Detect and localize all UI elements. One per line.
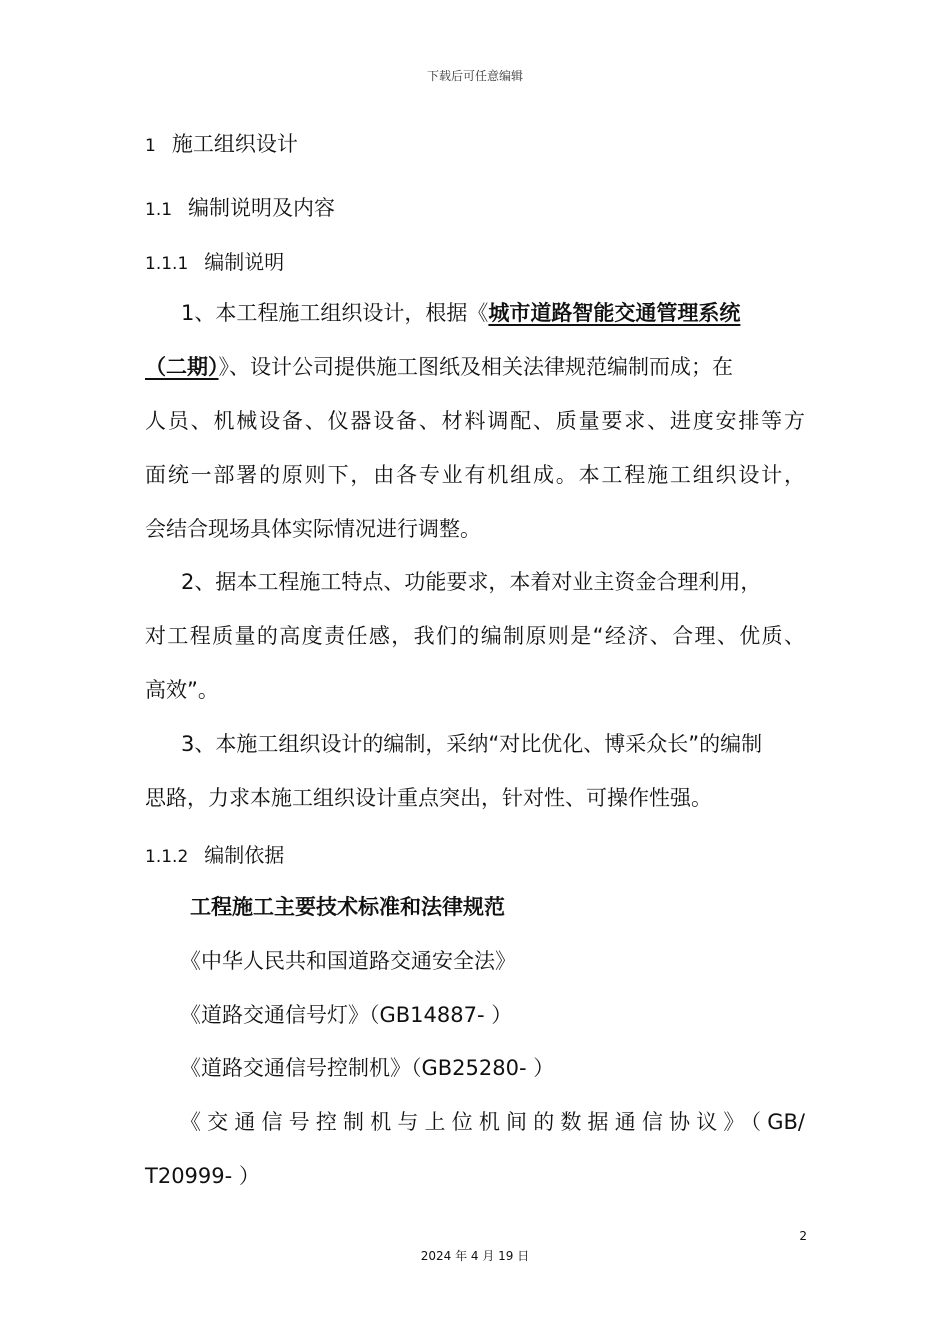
section-title: 施工组织设计 bbox=[171, 132, 298, 156]
paragraph-line: 高效”。 bbox=[145, 678, 219, 702]
page-header: 下载后可任意编辑 bbox=[426, 69, 523, 83]
paragraph-2 bbox=[145, 555, 805, 717]
standard-item: 《交通信号控制机与上位机间的数据通信协议》（GB/ bbox=[180, 1110, 805, 1134]
paragraph-line bbox=[145, 340, 805, 394]
paragraph-line: 人员、机械设备、仪器设备、材料调配、质量要求、进度安排等方 bbox=[145, 409, 805, 433]
section-number: 1.1.2 bbox=[145, 847, 189, 867]
section-number: 1.1.1 bbox=[145, 254, 189, 274]
text-run: 1、本工程施工组织设计，根据《 bbox=[181, 301, 489, 325]
standard-item: 《道路交通信号控制机》（GB25280- ） bbox=[180, 1056, 555, 1080]
section-title: 编制依据 bbox=[204, 843, 285, 867]
paragraph-line: 2、据本工程施工特点、功能要求，本着对业主资金合理利用， bbox=[181, 570, 762, 594]
standard-item-continuation: T20999- ） bbox=[145, 1164, 260, 1188]
paragraph-line: 对工程质量的高度责任感，我们的编制原则是“经济、合理、优质、 bbox=[145, 624, 805, 648]
paragraph-line: 3、本施工组织设计的编制，采纳“对比优化、博采众长”的编制 bbox=[181, 732, 763, 756]
standard-item: 《道路交通信号灯》（GB14887- ） bbox=[180, 1003, 513, 1027]
project-phase-underlined: （二期） bbox=[145, 355, 219, 379]
section-heading-1 bbox=[145, 128, 298, 158]
section-number: 1.1 bbox=[145, 200, 173, 220]
standard-item: 《中华人民共和国道路交通安全法》 bbox=[180, 949, 516, 973]
project-name-underlined: 城市道路智能交通管理系统 bbox=[488, 301, 741, 325]
text-run: 》、设计公司提供施工图纸及相关法律规范编制而成；在 bbox=[218, 355, 733, 379]
section-title: 编制说明 bbox=[204, 250, 285, 274]
paragraph-line bbox=[145, 286, 805, 340]
paragraph-line: 会结合现场具体实际情况进行调整。 bbox=[145, 517, 481, 541]
standards-heading: 工程施工主要技术标准和法律规范 bbox=[190, 895, 505, 919]
section-heading-1-1-1 bbox=[145, 246, 284, 275]
paragraph-line: 面统一部署的原则下，由各专业有机组成。本工程施工组织设计， bbox=[145, 463, 805, 487]
section-number: 1 bbox=[145, 136, 156, 156]
section-heading-1-1-2 bbox=[145, 839, 284, 868]
page-footer-date: 2024 年 4 月 19 日 bbox=[420, 1249, 530, 1263]
paragraph-3 bbox=[145, 717, 805, 825]
paragraph-line: 思路，力求本施工组织设计重点突出，针对性、可操作性强。 bbox=[145, 786, 712, 810]
section-title: 编制说明及内容 bbox=[188, 196, 336, 220]
paragraph-1 bbox=[145, 286, 805, 556]
page-number: 2 bbox=[799, 1229, 807, 1243]
section-heading-1-1 bbox=[145, 192, 335, 222]
